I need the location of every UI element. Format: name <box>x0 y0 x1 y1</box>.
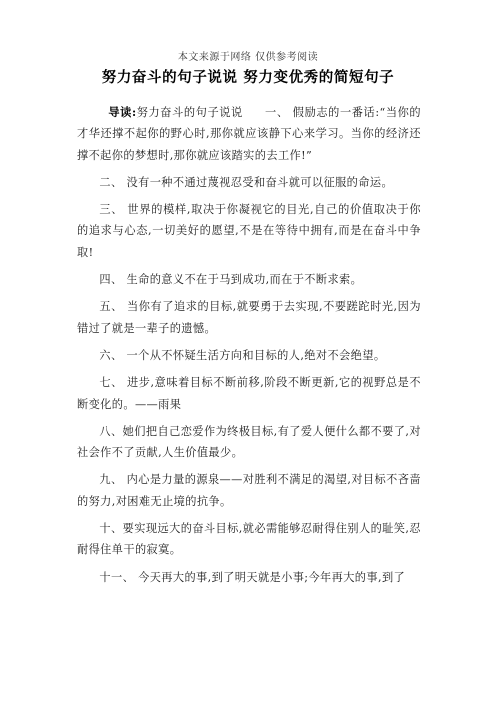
paragraph-8: 八、她们把自己恋爱作为终极目标,有了爱人便什么都不要了,对社会作不了贡献,人生价值最少。 <box>77 424 421 460</box>
lead-label: 导读: <box>108 105 137 119</box>
lead-text: 一、 假励志的一番话:“当你的才华还撑不起你的野心时,那你就应该静下心来学习。当你的经济还撑不起你的梦想时,那你就应该踏实的去工作!” <box>77 106 421 162</box>
paragraph-7: 七、 进步,意味着目标不断前移,阶段不断更新,它的视野总是不断变化的。——雨果 <box>77 376 421 411</box>
paragraph-6: 六、 一个从不怀疑生活方向和目标的人,绝对不会绝望。 <box>99 348 386 362</box>
paragraph-9: 九、 内心是力量的源泉——对胜利不满足的渴望,对目标不吝啬的努力,对困难无止境的抗争。 <box>77 473 421 508</box>
paragraph-11: 十一、 今天再大的事,到了明天就是小事;今年再大的事,到了 <box>99 570 406 584</box>
paragraph-10: 十、要实现远大的奋斗目标,就必需能够忍耐得住别人的耻笑,忍耐得住单干的寂寞。 <box>77 522 421 557</box>
paragraph-2: 二、 没有一种不通过蔑视忍受和奋斗就可以征服的命运。 <box>99 175 394 189</box>
paragraph-3: 三、 世界的模样,取决于你凝视它的目光,自己的价值取决于你的追求与心态,一切美好的愿望,不是在等待中拥有,而是在奋斗中争取! <box>77 203 421 259</box>
source-note: 本文来源于网络 仅供参考阅读 <box>177 52 319 63</box>
paragraph-5: 五、 当你有了追求的目标,就要勇于去实现,不要蹉跎时光,因为错过了就是一辈子的遗憾。 <box>77 300 421 335</box>
lead-heading: 努力奋斗的句子说说 <box>136 106 243 119</box>
paragraph-4: 四、 生命的意义不在于马到成功,而在于不断求索。 <box>99 273 363 287</box>
page-title: 努力奋斗的句子说说 努力变优秀的简短句子 <box>101 69 395 86</box>
lead-paragraph <box>77 102 421 166</box>
article-body <box>77 102 421 594</box>
